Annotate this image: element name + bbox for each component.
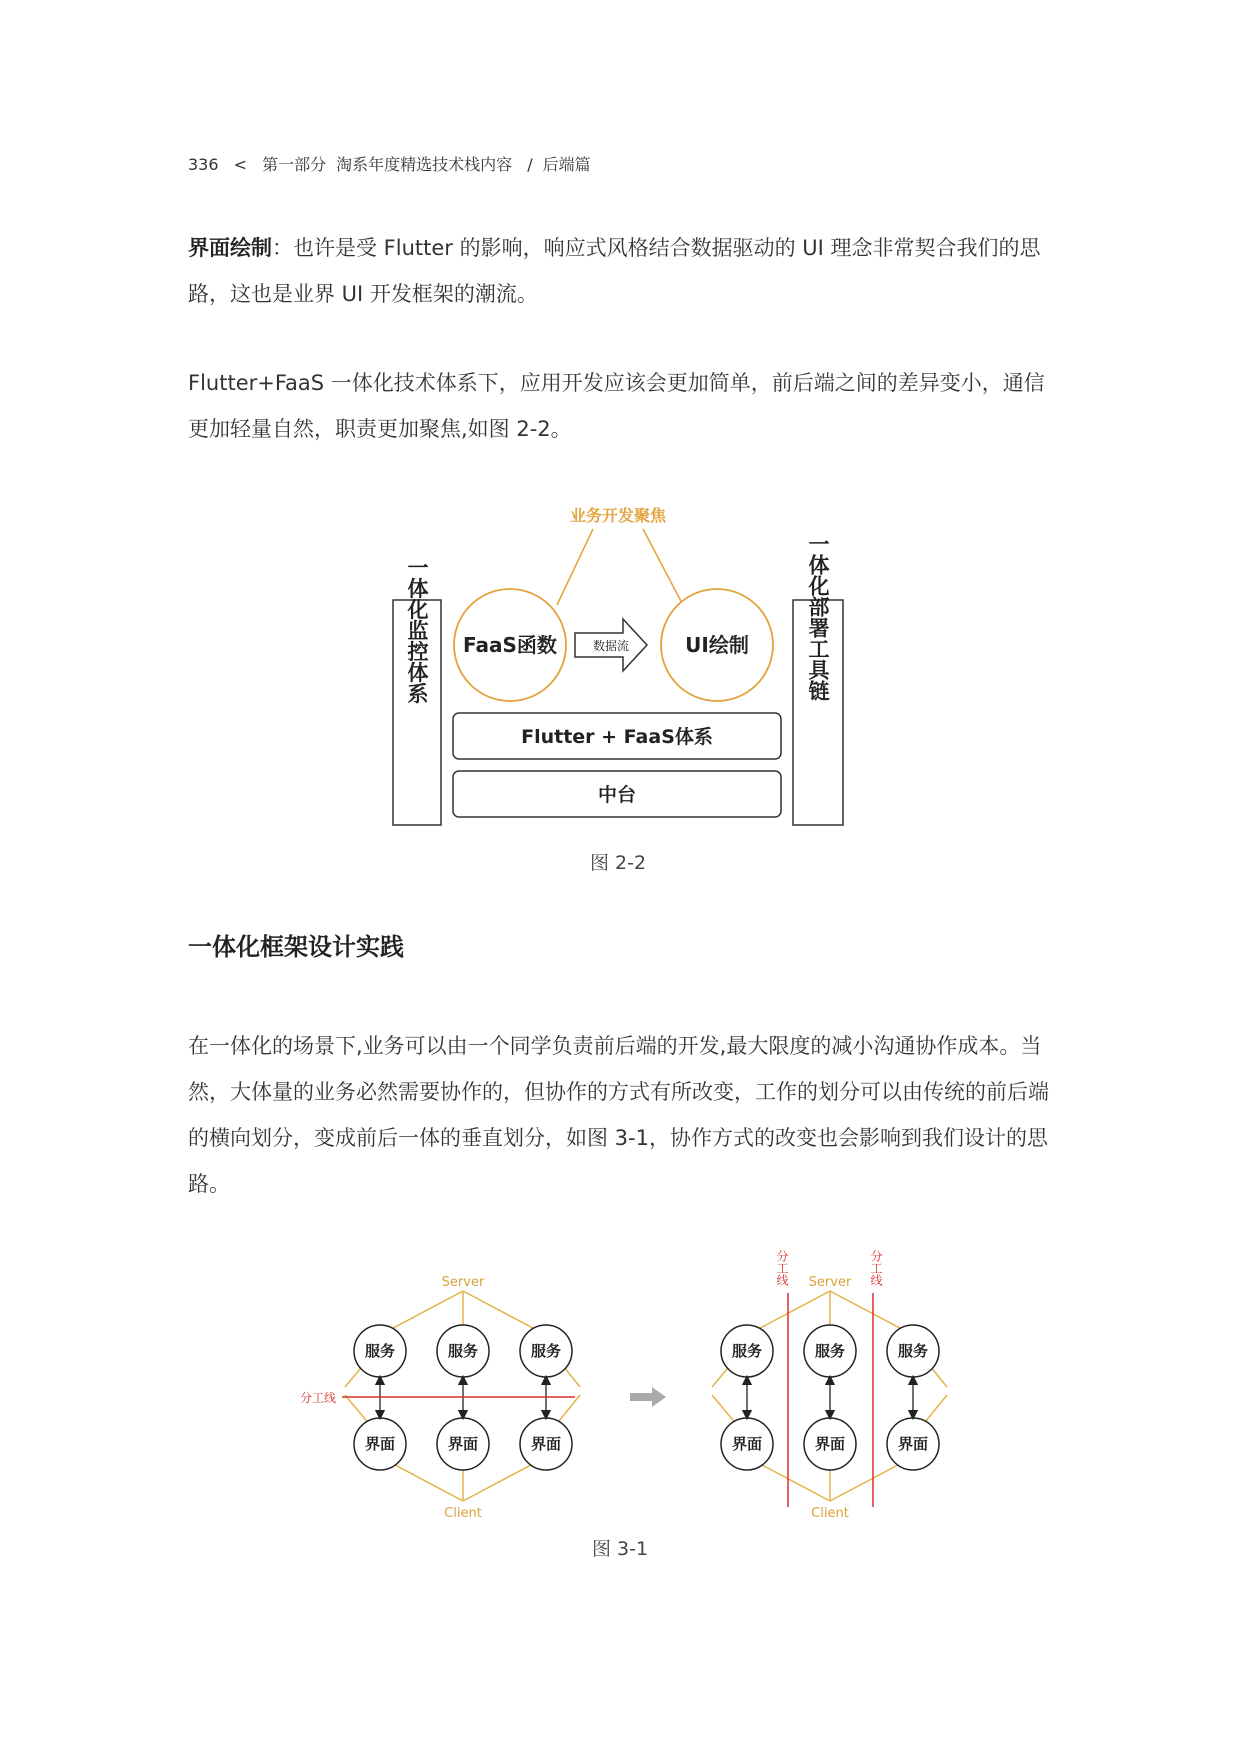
- service-node-label: 服务: [731, 1342, 763, 1360]
- horizontal-divider-label: 分工线: [300, 1391, 337, 1405]
- header-slash: /: [527, 155, 533, 174]
- vertical-divider-label: 分工线: [869, 1250, 883, 1286]
- figure-top-label: 业务开发聚焦: [569, 506, 667, 525]
- ui-node-label: 界面: [897, 1435, 929, 1453]
- transition-arrow: [630, 1387, 666, 1407]
- header-section: 后端篇: [542, 155, 591, 174]
- faas-circle-label: FaaS函数: [463, 633, 557, 657]
- layer-flutter-faas-label: Flutter + FaaS体系: [521, 726, 713, 748]
- horizontal-division-diagram: [300, 1275, 580, 1521]
- service-node-label: 服务: [530, 1342, 562, 1360]
- section-heading: 一体化框架设计实践: [188, 933, 404, 961]
- ui-node-label: 界面: [447, 1435, 479, 1453]
- vertical-division-diagram: [712, 1249, 947, 1521]
- paragraph-text: ：也许是受 Flutter 的影响，响应式风格结合数据驱动的 UI 理念非常契合我们的思路，这也是业界 UI 开发框架的潮流。: [188, 236, 1041, 306]
- running-header: [188, 152, 601, 175]
- service-node-label: 服务: [364, 1342, 396, 1360]
- paragraph-collaboration: [188, 1023, 1056, 1207]
- paragraph-flutter-faas: [188, 360, 1056, 452]
- paragraph-text: 在一体化的场景下,业务可以由一个同学负责前后端的开发,最大限度的减小沟通协作成本。当然，大体量的业务必然需要协作的，但协作的方式有所改变，工作的划分可以由传统的前后端的横向划分，变成前后一体的垂直划分，如图 3-1，协作方式的改变也会影响到我们设计的思路。: [188, 1034, 1049, 1196]
- top-connector-left: [557, 529, 593, 605]
- ui-node-label: 界面: [731, 1435, 763, 1453]
- client-label: Client: [444, 1506, 482, 1521]
- paragraph-ui-drawing: [188, 225, 1056, 317]
- right-side-label: 一体化部署工具链: [806, 533, 830, 701]
- figure-3-1: [290, 1245, 970, 1525]
- left-side-label: 一体化监控体系: [405, 556, 429, 704]
- server-label: Server: [808, 1275, 852, 1290]
- figure-2-2-caption: 图 2-2: [590, 852, 647, 874]
- ui-node-label: 界面: [814, 1435, 846, 1453]
- page-number: 336: [188, 155, 219, 174]
- paragraph-text: Flutter+FaaS 一体化技术体系下，应用开发应该会更加简单，前后端之间的差异变小，通信更加轻量自然，职责更加聚焦,如图 2-2。: [188, 371, 1045, 441]
- paragraph-bold-lead: 界面绘制: [188, 236, 272, 260]
- figure-2-2: [385, 495, 855, 835]
- service-node-label: 服务: [814, 1342, 846, 1360]
- layer-middle-platform-label: 中台: [597, 784, 637, 806]
- ui-node-label: 界面: [364, 1435, 396, 1453]
- service-node-label: 服务: [897, 1342, 929, 1360]
- ui-circle-label: UI绘制: [685, 633, 749, 657]
- data-flow-label: 数据流: [592, 639, 630, 653]
- client-label: Client: [811, 1506, 849, 1521]
- server-label: Server: [441, 1275, 485, 1290]
- header-separator: <: [233, 155, 248, 174]
- service-node-label: 服务: [447, 1342, 479, 1360]
- vertical-divider-label: 分工线: [775, 1250, 789, 1286]
- header-book-title: 淘系年度精选技术栈内容: [336, 155, 513, 174]
- header-part: 第一部分: [262, 155, 327, 174]
- ui-node-label: 界面: [530, 1435, 562, 1453]
- figure-3-1-caption: 图 3-1: [592, 1538, 649, 1560]
- top-connector-right: [643, 529, 683, 605]
